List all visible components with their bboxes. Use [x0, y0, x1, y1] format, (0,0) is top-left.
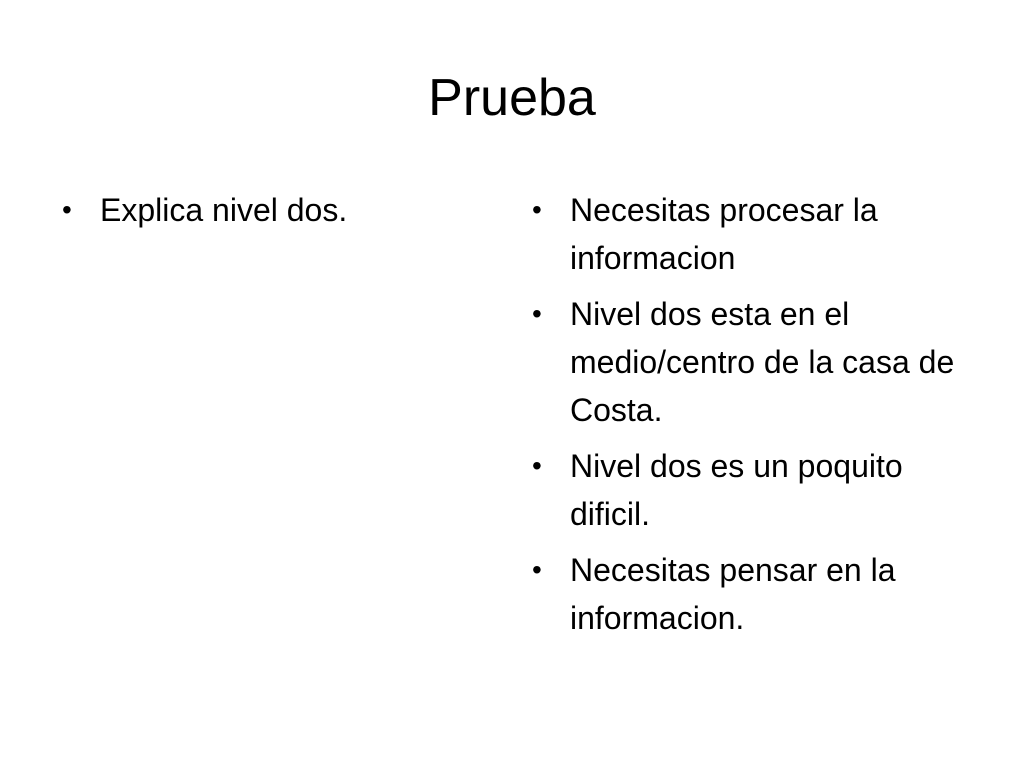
list-item	[526, 290, 976, 434]
list-item-text: Nivel dos esta en el medio/centro de la casa de Costa.	[570, 296, 955, 428]
bullet-icon: •	[532, 554, 542, 585]
bullet-icon: •	[532, 298, 542, 329]
bullet-icon: •	[532, 450, 542, 481]
bullet-icon: •	[532, 194, 542, 225]
list-item	[526, 186, 976, 282]
list-item-text: Nivel dos es un poquito dificil.	[570, 448, 903, 532]
slide-title: Prueba	[428, 69, 596, 127]
bullet-icon: •	[62, 194, 72, 225]
list-item-text: Necesitas pensar en la informacion.	[570, 552, 896, 636]
list-item	[526, 546, 976, 642]
list-item-text: Explica nivel dos.	[100, 192, 348, 228]
list-item	[56, 186, 456, 234]
list-item-text: Necesitas procesar la informacion	[570, 192, 878, 276]
left-bullet-list	[56, 186, 456, 242]
right-bullet-list	[526, 186, 976, 650]
list-item	[526, 442, 976, 538]
